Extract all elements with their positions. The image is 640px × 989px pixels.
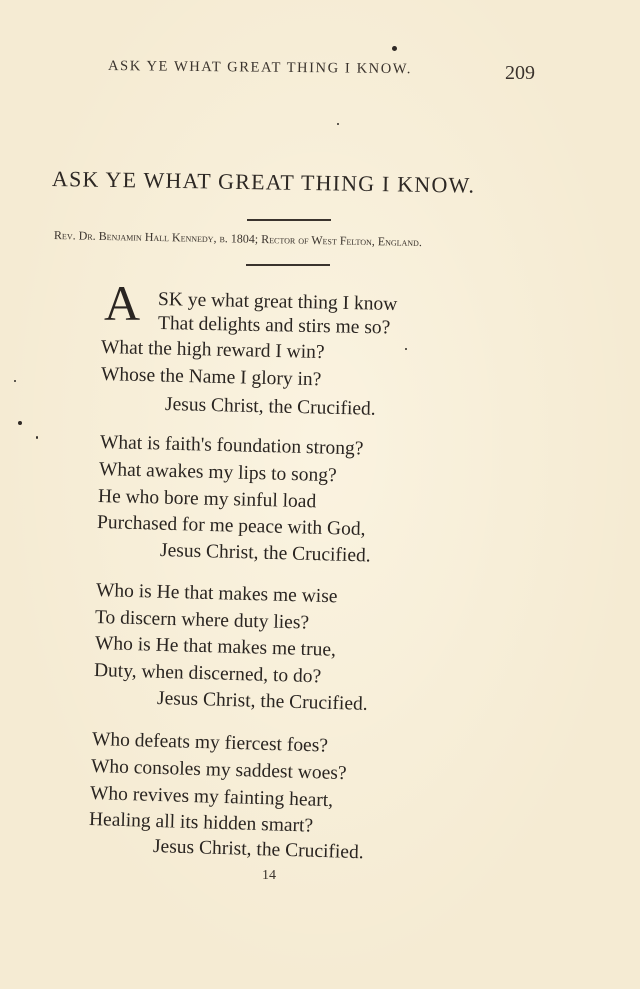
stanza-2-line-4: Purchased for me peace with God,: [96, 512, 366, 541]
stanza-1-line-1: SK ye what great thing I know: [157, 289, 398, 316]
stanza-2-line-1: What is faith's foundation strong?: [99, 432, 364, 460]
title-rule-bottom: [246, 264, 330, 266]
stanza-2-line-3: He who bore my sinful load: [97, 486, 317, 513]
stanza-4-line-2: Who consoles my saddest woes?: [90, 756, 347, 785]
ink-speck: [14, 380, 16, 382]
running-head: ASK YE WHAT GREAT THING I KNOW.: [107, 58, 413, 78]
stanza-4-line-4: Healing all its hidden smart?: [88, 809, 314, 837]
stanza-2-line-2: What awakes my lips to song?: [98, 459, 337, 487]
stanza-3-line-1: Who is He that makes me wise: [95, 580, 338, 608]
stanza-1-line-2: That delights and stirs me so?: [157, 313, 391, 339]
title-rule-top: [247, 219, 331, 221]
ink-speck: [36, 436, 38, 439]
hymn-attribution: Rev. Dr. Benjamin Hall Kennedy, b. 1804; Rector of West Felton, England.: [53, 228, 423, 250]
stanza-4-line-3: Who revives my fainting heart,: [89, 783, 334, 812]
stanza-1-refrain: Jesus Christ, the Crucified.: [164, 394, 376, 420]
stanza-1-line-3: What the high reward I win?: [100, 337, 325, 364]
stanza-3-line-3: Who is He that makes me true,: [94, 633, 337, 661]
page-number: 209: [505, 62, 535, 84]
stanza-3-line-2: To discern where duty lies?: [94, 607, 310, 634]
stanza-1-line-4: Whose the Name I glory in?: [100, 364, 322, 391]
stanza-2-refrain: Jesus Christ, the Crucified.: [159, 540, 371, 567]
drop-cap: A: [104, 275, 141, 331]
ink-speck: [18, 421, 22, 425]
stanza-4-refrain: Jesus Christ, the Crucified.: [152, 836, 364, 864]
ink-speck: [392, 46, 397, 51]
stanza-4-line-1: Who defeats my fiercest foes?: [91, 729, 329, 757]
ink-speck: [337, 123, 339, 125]
hymn-title: ASK YE WHAT GREAT THING I KNOW.: [51, 166, 476, 198]
stanza-3-refrain: Jesus Christ, the Crucified.: [156, 688, 368, 715]
ink-speck: [405, 348, 407, 350]
stanza-3-line-4: Duty, when discerned, to do?: [93, 660, 322, 688]
signature-mark: 14: [262, 868, 276, 883]
